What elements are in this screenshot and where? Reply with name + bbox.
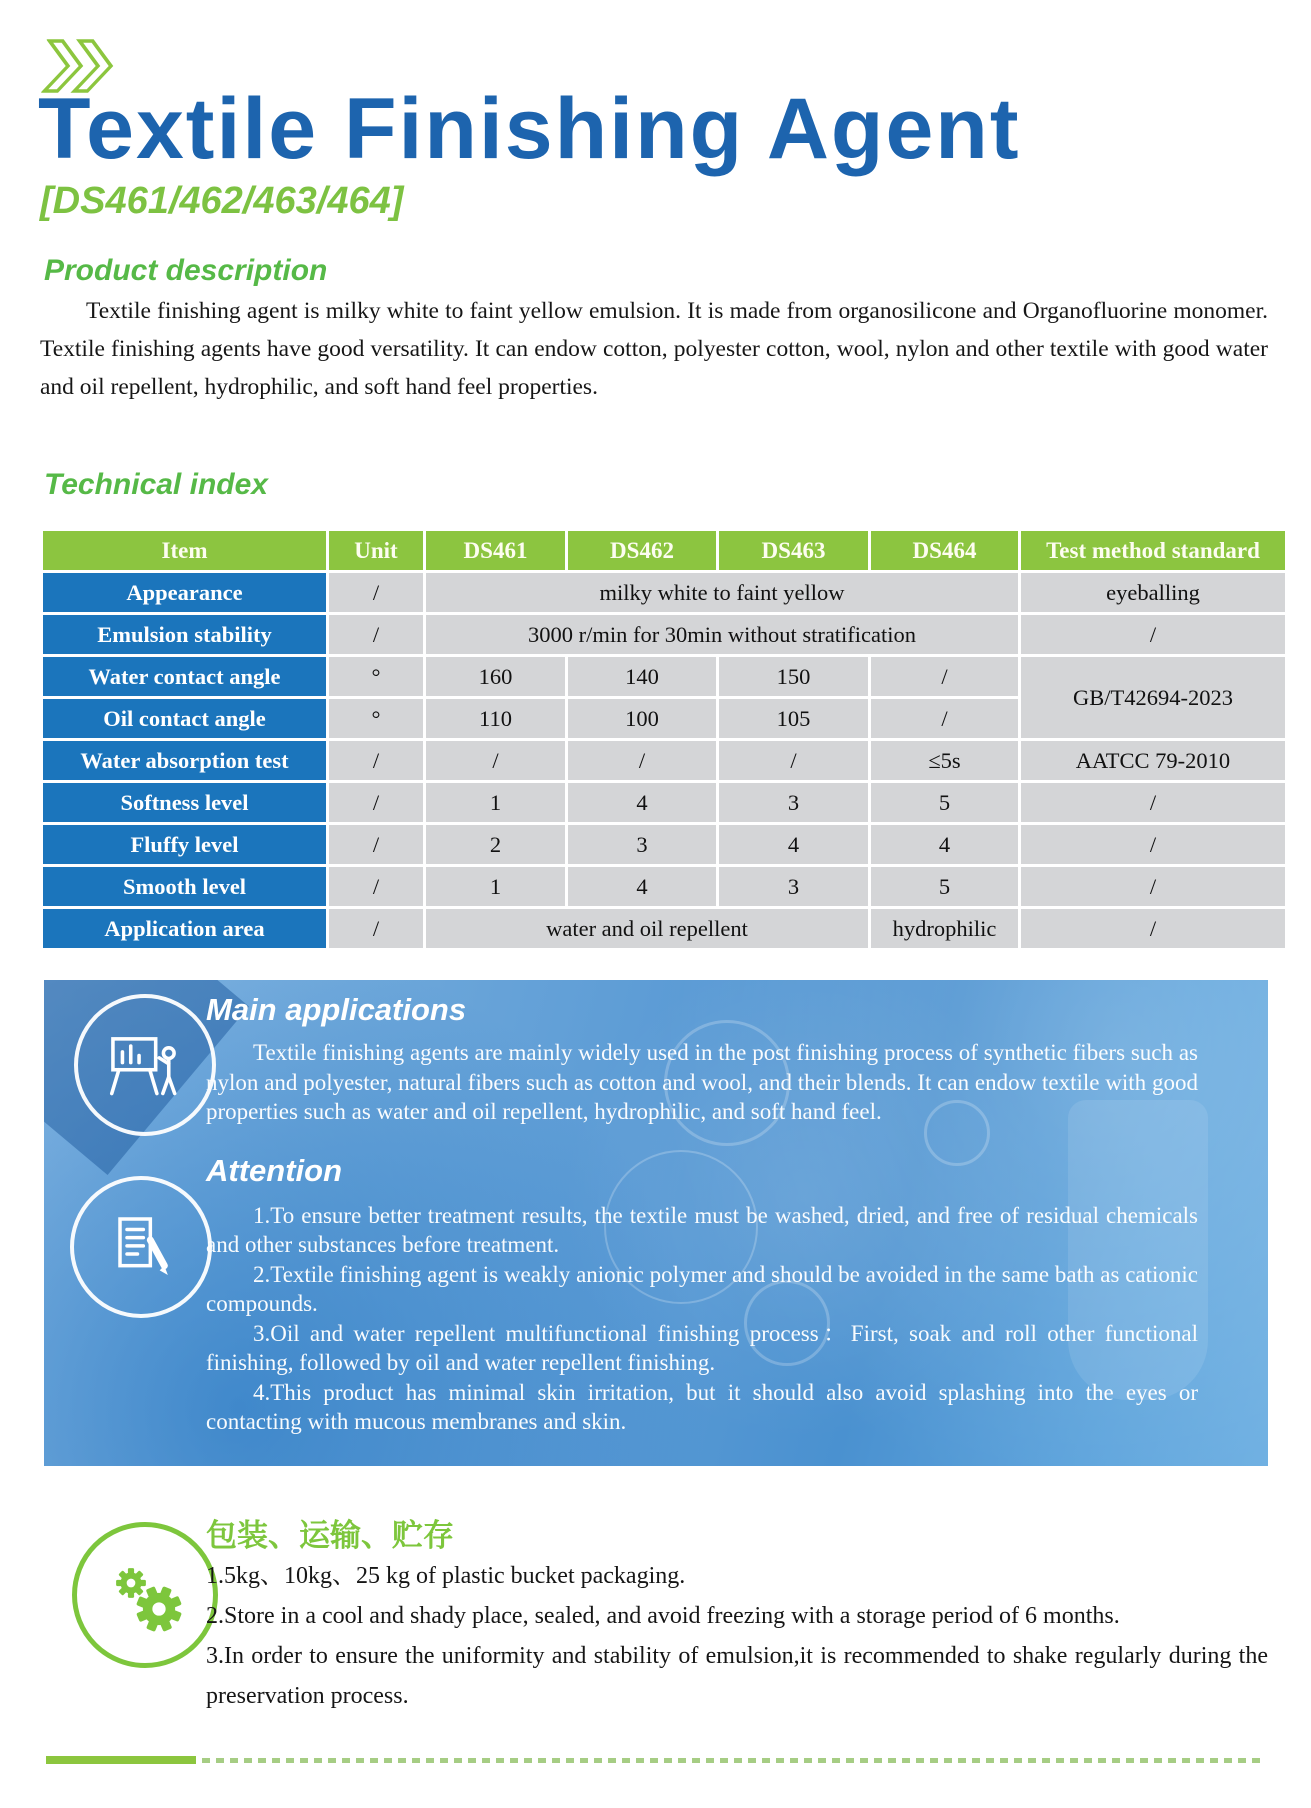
table-row-softness-level <box>43 783 1285 822</box>
cell-ds463: 4 <box>719 825 868 864</box>
cell-ds464: / <box>871 699 1018 738</box>
cell-ds464: 5 <box>871 783 1018 822</box>
section-heading-packaging: 包装、运输、贮存 <box>206 1518 454 1553</box>
page-title: Textile Finishing Agent <box>38 81 1021 177</box>
packaging-item: 3.In order to ensure the uniformity and stability of emulsion,it is recommended to shake regularly during the preservation process. <box>206 1643 1268 1709</box>
cell-method: / <box>1021 909 1285 948</box>
cell-ds461: 160 <box>426 657 565 696</box>
cell-ds464: 5 <box>871 867 1018 906</box>
cell-method: / <box>1021 867 1285 906</box>
section-heading-attention: Attention <box>206 1152 343 1188</box>
cell-unit: / <box>329 867 423 906</box>
cell-ds461: 1 <box>426 867 565 906</box>
cell-merged-value: 3000 r/min for 30min without stratification <box>426 615 1018 654</box>
attention-item: 4.This product has minimal skin irritation, but it should also avoid splashing into the eyes or contacting with mucous membranes and skin. <box>206 1379 1198 1434</box>
table-row-emulsion-stability <box>43 615 1285 654</box>
cell-method: GB/T42694-2023 <box>1021 657 1285 738</box>
presentation-icon <box>74 994 216 1136</box>
col-header-method: Test method standard <box>1021 531 1285 570</box>
col-header-ds463: DS463 <box>719 531 868 570</box>
footer-dashed-line <box>202 1758 1264 1763</box>
cell-unit: / <box>329 741 423 780</box>
row-label: Appearance <box>43 573 326 612</box>
cell-ds463: 105 <box>719 699 868 738</box>
col-header-ds461: DS461 <box>426 531 565 570</box>
attention-item: 1.To ensure better treatment results, the textile must be washed, dried, and free of residual chemicals and other substances before treatment. <box>206 1202 1198 1257</box>
applications-panel <box>44 980 1268 1466</box>
row-label: Softness level <box>43 783 326 822</box>
cell-ds461: 1 <box>426 783 565 822</box>
cell-ds464: 4 <box>871 825 1018 864</box>
product-description-text: Textile finishing agent is milky white to faint yellow emulsion. It is made from organosilicone and Organofluorine monomer. Textile finishing agents have good versatility. It can endow cotton, polyester cotton, wool, nylon and other textile with good water and oil repellent, hydrophilic, and soft hand feel properties. <box>40 298 1268 400</box>
row-label: Fluffy level <box>43 825 326 864</box>
gears-icon <box>72 1522 218 1668</box>
cell-ds463: 150 <box>719 657 868 696</box>
cell-ds461: 110 <box>426 699 565 738</box>
packaging-text-block <box>206 1556 1268 1716</box>
section-heading-technical-index: Technical index <box>44 468 268 501</box>
table-header-row <box>43 531 1285 570</box>
row-label: Water contact angle <box>43 657 326 696</box>
cell-unit: / <box>329 573 423 612</box>
main-applications-text: Textile finishing agents are mainly widely used in the post finishing process of synthetic fibers such as nylon and polyester, natural fibers such as cotton and wool, and their blends. It can endow textile with good properties such as water and oil repellent, hydrophilic, and soft hand feel. <box>206 1040 1198 1124</box>
table-row-appearance <box>43 573 1285 612</box>
cell-merged-value: milky white to faint yellow <box>426 573 1018 612</box>
row-label: Emulsion stability <box>43 615 326 654</box>
table-row-water-absorption <box>43 741 1285 780</box>
row-label: Oil contact angle <box>43 699 326 738</box>
table-row-application-area <box>43 909 1285 948</box>
attention-item: 3.Oil and water repellent multifunctional finishing process：First, soak and roll other functional finishing, followed by oil and water repellent finishing. <box>206 1320 1198 1375</box>
cell-ds462: 100 <box>568 699 716 738</box>
cell-unit: / <box>329 615 423 654</box>
cell-method: AATCC 79-2010 <box>1021 741 1285 780</box>
row-label: Water absorption test <box>43 741 326 780</box>
cell-ds464: ≤5s <box>871 741 1018 780</box>
cell-merged-value: water and oil repellent <box>426 909 868 948</box>
cell-method: eyeballing <box>1021 573 1285 612</box>
cell-unit: / <box>329 825 423 864</box>
product-codes: [DS461/462/463/464] <box>40 180 404 222</box>
attention-item: 2.Textile finishing agent is weakly anionic polymer and should be avoided in the same bath as cationic compounds. <box>206 1261 1198 1316</box>
technical-index-table <box>40 528 1288 951</box>
cell-ds462: / <box>568 741 716 780</box>
table-row-fluffy-level <box>43 825 1285 864</box>
section-heading-main-applications: Main applications <box>206 992 467 1027</box>
col-header-ds462: DS462 <box>568 531 716 570</box>
col-header-unit: Unit <box>329 531 423 570</box>
footer-solid-line <box>46 1756 196 1764</box>
section-heading-product-description: Product description <box>44 254 328 287</box>
cell-ds463: / <box>719 741 868 780</box>
cell-unit: ° <box>329 657 423 696</box>
col-header-ds464: DS464 <box>871 531 1018 570</box>
panel-text-block <box>206 984 1198 1437</box>
packaging-item: 1.5kg、10kg、25 kg of plastic bucket packaging. <box>206 1563 686 1589</box>
cell-ds464: / <box>871 657 1018 696</box>
cell-ds463: 3 <box>719 867 868 906</box>
packaging-item: 2.Store in a cool and shady place, sealed, and avoid freezing with a storage period of 6 months. <box>206 1603 1120 1629</box>
cell-ds462: 4 <box>568 867 716 906</box>
cell-ds461: 2 <box>426 825 565 864</box>
cell-ds462: 3 <box>568 825 716 864</box>
cell-method: / <box>1021 615 1285 654</box>
cell-ds462: 4 <box>568 783 716 822</box>
row-label: Application area <box>43 909 326 948</box>
table-row-smooth-level <box>43 867 1285 906</box>
cell-method: / <box>1021 825 1285 864</box>
cell-method: / <box>1021 783 1285 822</box>
row-label: Smooth level <box>43 867 326 906</box>
col-header-item: Item <box>43 531 326 570</box>
cell-ds461: / <box>426 741 565 780</box>
cell-unit: / <box>329 909 423 948</box>
cell-unit: / <box>329 783 423 822</box>
cell-unit: ° <box>329 699 423 738</box>
cell-ds462: 140 <box>568 657 716 696</box>
table-row-water-contact-angle <box>43 657 1285 696</box>
document-pencil-icon <box>70 1176 212 1318</box>
cell-ds464: hydrophilic <box>871 909 1018 948</box>
cell-ds463: 3 <box>719 783 868 822</box>
